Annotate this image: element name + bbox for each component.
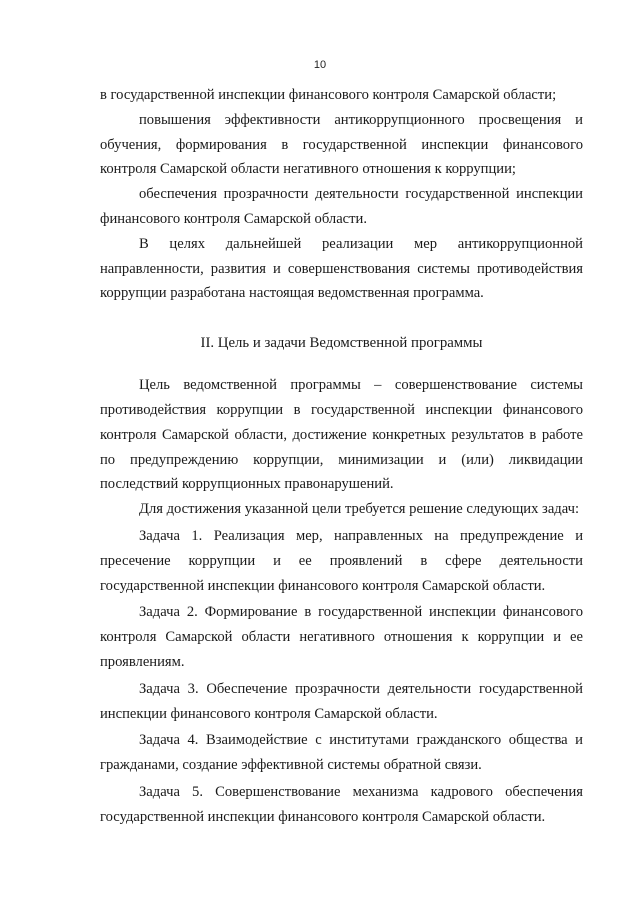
- paragraph-task-5: Задача 5. Совершенствование механизма кадрового обеспечения государственной инспекции финансового контроля Самарской области.: [100, 783, 583, 825]
- document-body: [100, 83, 583, 830]
- paragraph-task-3: Задача 3. Обеспечение прозрачности деятельности государственной инспекции финансового контроля Самарской области.: [100, 680, 583, 722]
- paragraph-transparency: обеспечения прозрачности деятельности государственной инспекции финансового контроля Самарской области.: [100, 186, 583, 227]
- paragraph-task-4: Задача 4. Взаимодействие с институтами гражданского общества и гражданами, создание эффективной системы обратной связи.: [100, 732, 583, 774]
- paragraph-task-2: Задача 2. Формирование в государственной инспекции финансового контроля Самарской области негативного отношения к коррупции и ее проявлениям.: [100, 604, 583, 670]
- paragraph-continuation: в государственной инспекции финансового контроля Самарской области;: [100, 87, 557, 103]
- paragraph-task-1: Задача 1. Реализация мер, направленных на предупреждение и пресечение коррупции и ее проявлений в сфере деятельности государственной инспекции финансового контроля Самарской области.: [100, 527, 583, 594]
- section-heading: II. Цель и задачи Ведомственной программы: [200, 335, 483, 352]
- paragraph-goal: Цель ведомственной программы – совершенствование системы противодействия коррупции в государственной инспекции финансового контроля Самарской области, достижение конкретных результатов в работе по предупреждению коррупции, минимизации и (или) ликвидации последствий коррупционных правонарушений.: [100, 377, 583, 493]
- paragraph-raising-efficiency: повышения эффективности антикоррупционного просвещения и обучения, формирования в государственной инспекции финансового контроля Самарской области негативного отношения к коррупции;: [100, 111, 583, 178]
- paragraph-tasks-intro: Для достижения указанной цели требуется решение следующих задач:: [139, 501, 580, 518]
- page-number: 10: [313, 59, 327, 71]
- paragraph-program-purpose: В целях дальнейшей реализации мер антикоррупционной направленности, развития и совершенствования системы противодействия коррупции разработана настоящая ведомственная программа.: [100, 235, 583, 302]
